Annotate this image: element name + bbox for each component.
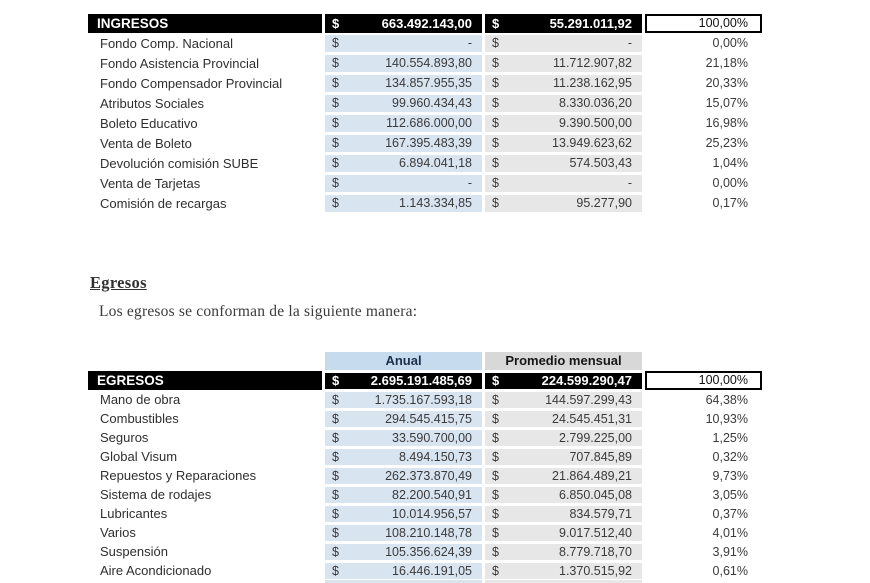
row-label: Repuestos y Reparaciones (100, 468, 257, 483)
pct-cell: 15,07% (705, 96, 748, 110)
currency-symbol: $ (492, 468, 499, 483)
anual-cell (325, 506, 482, 522)
currency-symbol: $ (492, 506, 499, 521)
currency-symbol: $ (332, 156, 339, 170)
pct-cell: 10,93% (705, 411, 748, 426)
anual-value: - (467, 36, 472, 50)
row-label: Comisión de recargas (100, 195, 227, 211)
currency-symbol: $ (332, 36, 339, 50)
pct-cell: 0,17% (712, 196, 748, 210)
anual-cell (325, 487, 482, 503)
currency-symbol: $ (332, 196, 339, 210)
anual-value: 167.395.483,39 (385, 136, 472, 150)
pct-cell: 25,23% (705, 136, 748, 150)
ingresos-header-anual-cell (325, 14, 482, 33)
anual-cell (325, 135, 482, 152)
anual-cell (325, 175, 482, 192)
table-row (88, 542, 762, 561)
anual-column-header: Anual (325, 352, 482, 370)
egresos-header-pct: 100,00% (645, 371, 762, 390)
table-row (88, 523, 762, 542)
anual-cell (325, 525, 482, 541)
table-row (88, 133, 762, 153)
egresos-header-anual-cell (325, 373, 482, 389)
anual-value: 10.014.956,57 (392, 506, 472, 521)
row-label: Fondo Comp. Nacional (100, 35, 233, 51)
currency-symbol: $ (492, 487, 499, 502)
egresos-header-label: EGRESOS (88, 371, 322, 390)
currency-symbol: $ (332, 56, 339, 70)
pct-cell: 0,00% (712, 176, 748, 190)
currency-symbol: $ (492, 563, 499, 578)
currency-symbol: $ (492, 525, 499, 540)
mensual-cell (485, 55, 642, 72)
mensual-column-header: Promedio mensual (485, 352, 642, 370)
mensual-value: 8.330.036,20 (559, 96, 632, 110)
anual-value: 6.894.041,18 (399, 156, 472, 170)
egresos-intro-paragraph: Los egresos se conforman de la siguiente manera: (99, 303, 418, 320)
currency-symbol: $ (332, 76, 339, 90)
currency-symbol: $ (492, 15, 500, 31)
currency-symbol: $ (492, 392, 499, 407)
table-row (88, 447, 762, 466)
currency-symbol: $ (332, 544, 339, 559)
mensual-cell (485, 430, 642, 446)
pct-cell: 16,98% (705, 116, 748, 130)
ingresos-header-anual-value: 663.492.143,00 (381, 15, 472, 31)
pct-cell: 0,61% (712, 563, 748, 578)
currency-symbol: $ (492, 544, 499, 559)
anual-cell (325, 544, 482, 560)
pct-cell: 3,05% (712, 487, 748, 502)
egresos-heading: Egresos (90, 273, 147, 292)
ingresos-table (88, 13, 762, 213)
row-label: Fondo Asistencia Provincial (100, 55, 259, 71)
currency-symbol: $ (492, 411, 499, 426)
ingresos-header-row (88, 13, 762, 33)
mensual-value: 13.949.623,62 (552, 136, 632, 150)
anual-value: 105.356.624,39 (385, 544, 472, 559)
mensual-cell (485, 35, 642, 52)
row-label: Combustibles (100, 411, 179, 426)
row-label: Varios (100, 525, 136, 540)
currency-symbol: $ (332, 392, 339, 407)
pct-cell: 0,00% (712, 36, 748, 50)
table-row (88, 53, 762, 73)
currency-symbol: $ (492, 96, 499, 110)
mensual-cell (485, 115, 642, 132)
anual-value: 82.200.540,91 (392, 487, 472, 502)
mensual-cell (485, 175, 642, 192)
mensual-cell (485, 195, 642, 212)
anual-value: 134.857.955,35 (385, 76, 472, 90)
ingresos-header-label: INGRESOS (88, 14, 322, 33)
currency-symbol: $ (492, 76, 499, 90)
mensual-cell (485, 525, 642, 541)
currency-symbol: $ (332, 487, 339, 502)
table-row (88, 466, 762, 485)
egresos-header-anual-value: 2.695.191.485,69 (370, 373, 472, 388)
mensual-cell (485, 411, 642, 427)
table-row (88, 193, 762, 213)
anual-cell (325, 75, 482, 92)
anual-cell (325, 35, 482, 52)
mensual-cell (485, 95, 642, 112)
mensual-cell (485, 392, 642, 408)
currency-symbol: $ (332, 430, 339, 445)
egresos-column-headers (88, 352, 762, 370)
currency-symbol: $ (332, 176, 339, 190)
mensual-cell (485, 506, 642, 522)
mensual-value: 21.864.489,21 (552, 468, 632, 483)
mensual-value: - (627, 36, 632, 50)
mensual-value: 8.779.718,70 (559, 544, 632, 559)
currency-symbol: $ (492, 449, 499, 464)
mensual-value: 834.579,71 (569, 506, 632, 521)
pct-cell: 64,38% (705, 392, 748, 407)
currency-symbol: $ (492, 56, 499, 70)
row-label: Fondo Compensador Provincial (100, 75, 283, 91)
table-row (88, 504, 762, 523)
row-label: Boleto Educativo (100, 115, 198, 131)
row-label: Lubricantes (100, 506, 168, 521)
row-label: Suspensión (100, 544, 168, 559)
mensual-value: 144.597.299,43 (545, 392, 632, 407)
currency-symbol: $ (332, 96, 339, 110)
currency-symbol: $ (492, 136, 499, 150)
mensual-value: 707.845,89 (569, 449, 632, 464)
row-label: Aire Acondicionado (100, 563, 212, 578)
mensual-cell (485, 75, 642, 92)
egresos-header-mensual-cell (485, 373, 642, 389)
pct-cell: 0,37% (712, 506, 748, 521)
pct-cell: 0,32% (712, 449, 748, 464)
currency-symbol: $ (332, 411, 339, 426)
table-row (88, 390, 762, 409)
table-row (88, 561, 762, 580)
mensual-cell (485, 563, 642, 579)
mensual-value: 95.277,90 (576, 196, 632, 210)
table-row (88, 428, 762, 447)
anual-value: 33.590.700,00 (392, 430, 472, 445)
table-row (88, 93, 762, 113)
row-label: Sistema de rodajes (100, 487, 212, 502)
anual-cell (325, 563, 482, 579)
currency-symbol: $ (492, 430, 499, 445)
anual-cell (325, 155, 482, 172)
ingresos-header-mensual-cell (485, 14, 642, 33)
currency-symbol: $ (492, 196, 499, 210)
currency-symbol: $ (492, 116, 499, 130)
anual-value: 262.373.870,49 (385, 468, 472, 483)
ingresos-header-mensual-value: 55.291.011,92 (549, 15, 632, 31)
row-label: Seguros (100, 430, 149, 445)
anual-value: 1.735.167.593,18 (374, 392, 472, 407)
egresos-header-mensual-value: 224.599.290,47 (541, 373, 632, 388)
anual-cell (325, 468, 482, 484)
ingresos-header-pct: 100,00% (645, 14, 762, 33)
row-label: Devolución comisión SUBE (100, 155, 259, 171)
pct-cell: 1,25% (712, 430, 748, 445)
anual-cell (325, 449, 482, 465)
table-row (88, 113, 762, 133)
egresos-header-row (88, 371, 762, 390)
row-label: Venta de Boleto (100, 135, 192, 151)
pct-cell: 21,18% (705, 56, 748, 70)
mensual-value: 9.390.500,00 (559, 116, 632, 130)
table-row (88, 173, 762, 193)
column-header-spacer (88, 352, 322, 370)
row-label: Venta de Tarjetas (100, 175, 201, 191)
mensual-value: 1.370.515,92 (559, 563, 632, 578)
anual-cell (325, 411, 482, 427)
anual-cell (325, 430, 482, 446)
table-row (88, 73, 762, 93)
currency-symbol: $ (492, 36, 499, 50)
mensual-value: - (627, 176, 632, 190)
table-row (88, 153, 762, 173)
row-label: Atributos Sociales (100, 95, 205, 111)
currency-symbol: $ (332, 563, 339, 578)
mensual-value: 2.799.225,00 (559, 430, 632, 445)
mensual-value: 11.712.907,82 (552, 56, 632, 70)
currency-symbol: $ (492, 176, 499, 190)
table-row (88, 485, 762, 504)
mensual-cell (485, 449, 642, 465)
table-row (88, 33, 762, 53)
mensual-value: 24.545.451,31 (552, 411, 632, 426)
anual-value: 108.210.148,78 (385, 525, 472, 540)
row-label: Global Visum (100, 449, 178, 464)
pct-cell: 20,33% (705, 76, 748, 90)
anual-value: 16.446.191,05 (392, 563, 472, 578)
anual-value: 1.143.334,85 (399, 196, 472, 210)
mensual-cell (485, 135, 642, 152)
currency-symbol: $ (492, 156, 499, 170)
pct-cell: 4,01% (712, 525, 748, 540)
currency-symbol: $ (332, 373, 340, 388)
mensual-value: 9.017.512,40 (559, 525, 632, 540)
mensual-cell (485, 155, 642, 172)
anual-cell (325, 55, 482, 72)
currency-symbol: $ (332, 449, 339, 464)
anual-cell (325, 195, 482, 212)
currency-symbol: $ (332, 15, 340, 31)
currency-symbol: $ (332, 116, 339, 130)
currency-symbol: $ (332, 525, 339, 540)
currency-symbol: $ (332, 468, 339, 483)
egresos-table (88, 352, 762, 583)
anual-cell (325, 95, 482, 112)
currency-symbol: $ (492, 373, 500, 388)
mensual-value: 6.850.045,08 (559, 487, 632, 502)
anual-value: 99.960.434,43 (392, 96, 472, 110)
anual-value: 140.554.893,80 (385, 56, 472, 70)
mensual-value: 11.238.162,95 (552, 76, 632, 90)
anual-cell (325, 115, 482, 132)
row-label: Mano de obra (100, 392, 181, 407)
table-row (88, 409, 762, 428)
mensual-cell (485, 487, 642, 503)
anual-value: 8.494.150,73 (399, 449, 472, 464)
anual-value: 294.545.415,75 (385, 411, 472, 426)
anual-value: 112.686.000,00 (386, 116, 472, 130)
pct-cell: 1,04% (712, 156, 748, 170)
anual-cell (325, 392, 482, 408)
currency-symbol: $ (332, 136, 339, 150)
mensual-cell (485, 468, 642, 484)
pct-cell: 9,73% (712, 468, 748, 483)
mensual-cell (485, 544, 642, 560)
currency-symbol: $ (332, 506, 339, 521)
mensual-value: 574.503,43 (569, 156, 632, 170)
pct-cell: 3,91% (712, 544, 748, 559)
anual-value: - (467, 176, 472, 190)
